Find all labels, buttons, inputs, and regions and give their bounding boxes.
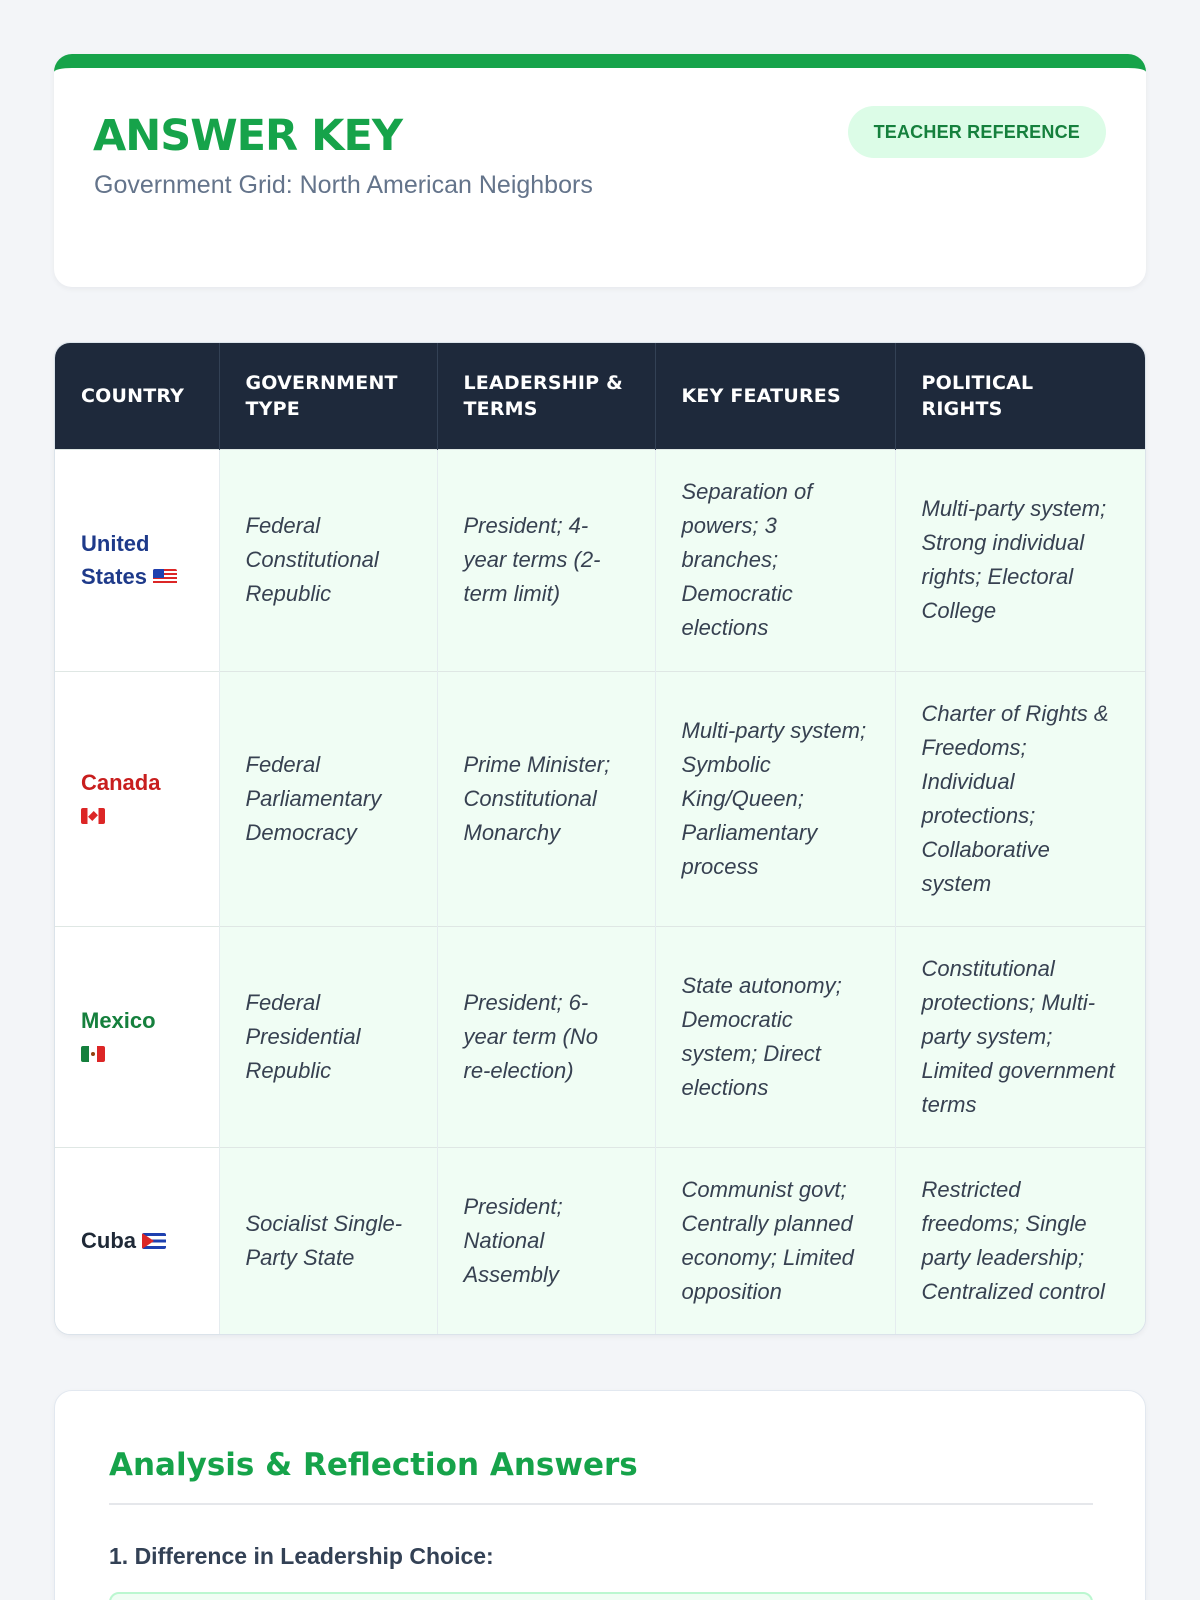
country-cell	[55, 1147, 219, 1334]
page-subtitle: Government Grid: North American Neighbors	[94, 171, 593, 199]
country-name: Canada	[81, 769, 161, 795]
table-row	[55, 926, 1146, 1147]
answer-box	[109, 1592, 1093, 1600]
table-header-row	[55, 343, 1146, 449]
header-government-type: GOVERNMENT TYPE	[219, 343, 437, 449]
government-grid-table	[54, 342, 1146, 1335]
key-features-cell: Separation of powers; 3 branches; Democratic elections	[655, 449, 895, 671]
analysis-card	[54, 1390, 1146, 1600]
table-row	[55, 449, 1146, 671]
analysis-divider	[109, 1503, 1093, 1505]
leadership-cell: Prime Minister; Constitutional Monarchy	[437, 671, 655, 926]
header-country: COUNTRY	[55, 343, 219, 449]
political-rights-cell: Restricted freedoms; Single party leadership; Centralized control	[895, 1147, 1146, 1334]
leadership-cell: President; National Assembly	[437, 1147, 655, 1334]
political-rights-cell: Charter of Rights & Freedoms; Individual protections; Collaborative system	[895, 671, 1146, 926]
key-features-cell: Communist govt; Centrally planned economy; Limited opposition	[655, 1147, 895, 1334]
us-flag-icon	[153, 569, 177, 585]
question-1-label: 1. Difference in Leadership Choice:	[109, 1543, 494, 1569]
leadership-cell: President; 6-year term (No re-election)	[437, 926, 655, 1147]
analysis-title: Analysis & Reflection Answers	[109, 1447, 638, 1483]
country-cell	[55, 926, 219, 1147]
page-title: ANSWER KEY	[93, 111, 402, 161]
header-key-features: KEY FEATURES	[655, 343, 895, 449]
government-type-cell: Federal Presidential Republic	[219, 926, 437, 1147]
mexico-flag-icon	[81, 1046, 105, 1062]
canada-flag-icon	[81, 808, 105, 824]
government-type-cell: Federal Parliamentary Democracy	[219, 671, 437, 926]
country-cell	[55, 449, 219, 671]
political-rights-cell: Constitutional protections; Multi-party system; Limited government terms	[895, 926, 1146, 1147]
header-leadership-terms: LEADERSHIP & TERMS	[437, 343, 655, 449]
country-name: Cuba	[81, 1228, 136, 1254]
key-features-cell: State autonomy; Democratic system; Direct elections	[655, 926, 895, 1147]
country-name: United States	[81, 531, 150, 589]
cuba-flag-icon	[142, 1233, 166, 1249]
key-features-cell: Multi-party system; Symbolic King/Queen; Parliamentary process	[655, 671, 895, 926]
country-name: Mexico	[81, 1007, 156, 1033]
country-cell	[55, 671, 219, 926]
header-political-rights: POLITICAL RIGHTS	[895, 343, 1146, 449]
leadership-cell: President; 4-year terms (2-term limit)	[437, 449, 655, 671]
header-card	[54, 54, 1146, 287]
table-row	[55, 671, 1146, 926]
government-type-cell: Federal Constitutional Republic	[219, 449, 437, 671]
government-type-cell: Socialist Single-Party State	[219, 1147, 437, 1334]
political-rights-cell: Multi-party system; Strong individual rights; Electoral College	[895, 449, 1146, 671]
teacher-reference-badge: TEACHER REFERENCE	[848, 106, 1106, 158]
table-row	[55, 1147, 1146, 1334]
